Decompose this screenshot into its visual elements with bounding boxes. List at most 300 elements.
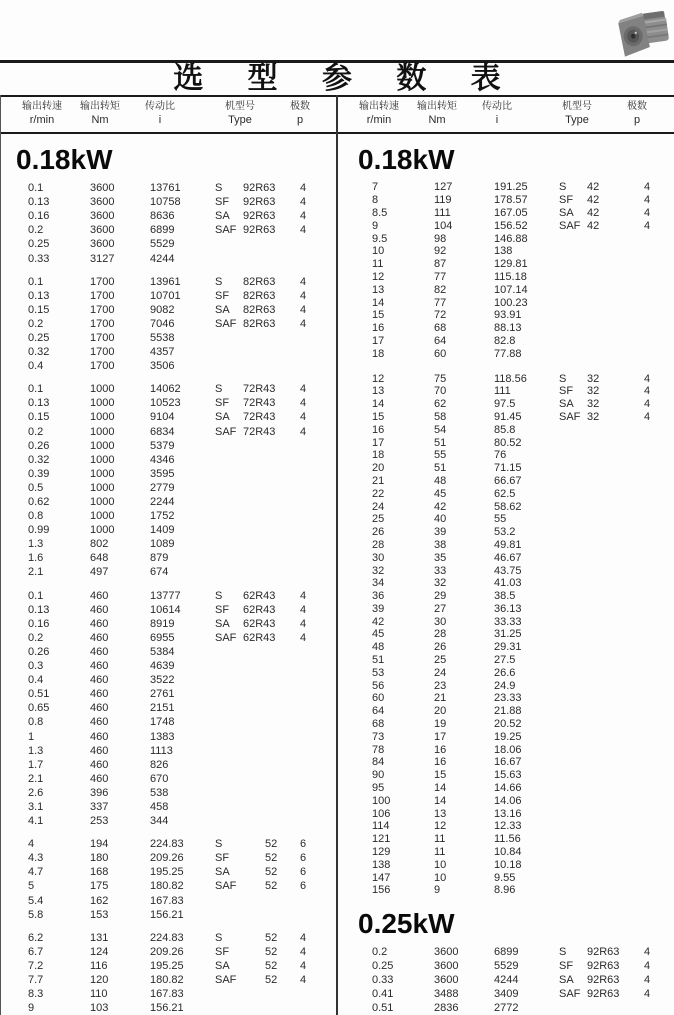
torque-cell: 10 bbox=[434, 858, 447, 871]
torque-cell: 38 bbox=[434, 538, 447, 551]
torque-cell: 460 bbox=[90, 730, 109, 743]
torque-cell: 3600 bbox=[90, 196, 115, 209]
table-row bbox=[0, 931, 337, 945]
speed-cell: 0.2 bbox=[28, 317, 44, 330]
poles-cell: 4 bbox=[644, 194, 651, 207]
type-model-cell: 82R63 bbox=[243, 317, 276, 330]
poles-cell: 4 bbox=[300, 945, 307, 958]
torque-cell: 1700 bbox=[90, 360, 115, 373]
table-row bbox=[0, 223, 337, 237]
table-row bbox=[0, 523, 337, 537]
speed-cell: 1.6 bbox=[28, 552, 44, 565]
type-model-cell: 82R63 bbox=[243, 275, 276, 288]
ratio-cell: 80.52 bbox=[494, 436, 522, 449]
torque-cell: 1000 bbox=[90, 467, 115, 480]
speed-cell: 13 bbox=[372, 283, 385, 296]
ratio-cell: 195.25 bbox=[150, 959, 184, 972]
ratio-cell: 8636 bbox=[150, 210, 175, 223]
table-row bbox=[337, 551, 674, 564]
header-type bbox=[225, 96, 255, 127]
ratio-cell: 4244 bbox=[150, 252, 175, 265]
table-row bbox=[0, 237, 337, 251]
torque-cell: 175 bbox=[90, 880, 109, 893]
table-row bbox=[337, 871, 674, 884]
torque-cell: 16 bbox=[434, 743, 447, 756]
poles-cell: 4 bbox=[300, 974, 307, 987]
type-model-cell: 92R63 bbox=[587, 945, 620, 958]
poles-cell: 4 bbox=[300, 411, 307, 424]
speed-cell: 42 bbox=[372, 615, 385, 628]
poles-cell: 4 bbox=[644, 410, 651, 423]
speed-cell: 28 bbox=[372, 538, 385, 551]
speed-cell: 48 bbox=[372, 641, 385, 654]
ratio-cell: 180.82 bbox=[150, 880, 184, 893]
header-output-speed bbox=[22, 96, 62, 127]
type-prefix-cell: SAF bbox=[559, 410, 581, 423]
torque-cell: 1000 bbox=[90, 411, 115, 424]
ratio-cell: 53.2 bbox=[494, 526, 516, 539]
ratio-cell: 13961 bbox=[150, 275, 181, 288]
ratio-cell: 5529 bbox=[150, 238, 175, 251]
type-prefix-cell: SAF bbox=[559, 988, 581, 1001]
table-row bbox=[0, 382, 337, 396]
table-row bbox=[0, 865, 337, 879]
speed-cell: 20 bbox=[372, 462, 385, 475]
table-row bbox=[337, 743, 674, 756]
ratio-cell: 26.6 bbox=[494, 666, 516, 679]
header-output-speed bbox=[359, 96, 399, 127]
type-model-cell: 52 bbox=[265, 838, 278, 851]
speed-cell: 7.7 bbox=[28, 974, 44, 987]
type-model-cell: 52 bbox=[265, 959, 278, 972]
ratio-cell: 77.88 bbox=[494, 347, 522, 360]
type-prefix-cell: SF bbox=[215, 289, 230, 302]
torque-cell: 72 bbox=[434, 309, 447, 322]
table-row bbox=[0, 425, 337, 439]
ratio-cell: 5538 bbox=[150, 331, 175, 344]
table-row bbox=[337, 718, 674, 731]
ratio-cell: 879 bbox=[150, 552, 169, 565]
ratio-cell: 88.13 bbox=[494, 322, 522, 335]
speed-cell: 100 bbox=[372, 794, 391, 807]
power-heading: 0.18kW bbox=[358, 144, 455, 175]
data-block bbox=[0, 275, 337, 374]
speed-cell: 0.4 bbox=[28, 674, 44, 687]
speed-cell: 4.3 bbox=[28, 852, 44, 865]
poles-cell: 4 bbox=[300, 210, 307, 223]
speed-cell: 8.3 bbox=[28, 988, 44, 1001]
table-row bbox=[337, 679, 674, 692]
speed-cell: 60 bbox=[372, 692, 385, 705]
ratio-cell: 4639 bbox=[150, 660, 175, 673]
table-row bbox=[0, 945, 337, 959]
header-unit: Nm bbox=[91, 114, 109, 126]
torque-cell: 1700 bbox=[90, 289, 115, 302]
ratio-cell: 674 bbox=[150, 566, 169, 579]
torque-cell: 9 bbox=[434, 884, 441, 897]
speed-cell: 0.13 bbox=[28, 603, 50, 616]
table-row bbox=[0, 715, 337, 729]
speed-cell: 0.2 bbox=[28, 425, 44, 438]
type-model-cell: 62R43 bbox=[243, 617, 276, 630]
table-row bbox=[337, 232, 674, 245]
speed-cell: 12 bbox=[372, 270, 385, 283]
torque-cell: 1000 bbox=[90, 453, 115, 466]
torque-cell: 460 bbox=[90, 702, 109, 715]
table-row bbox=[337, 820, 674, 833]
power-heading: 0.18kW bbox=[16, 144, 113, 175]
table-row bbox=[337, 347, 674, 360]
torque-cell: 20 bbox=[434, 705, 447, 718]
type-model-cell: 72R43 bbox=[243, 397, 276, 410]
type-model-cell: 62R43 bbox=[243, 589, 276, 602]
ratio-cell: 9104 bbox=[150, 411, 175, 424]
torque-cell: 17 bbox=[434, 730, 447, 743]
type-prefix-cell: S bbox=[215, 589, 223, 602]
table-row bbox=[337, 194, 674, 207]
type-model-cell: 62R43 bbox=[243, 603, 276, 616]
table-row bbox=[0, 345, 337, 359]
torque-cell: 21 bbox=[434, 692, 447, 705]
type-prefix-cell: SF bbox=[215, 852, 230, 865]
torque-cell: 802 bbox=[90, 538, 109, 551]
torque-cell: 460 bbox=[90, 674, 109, 687]
table-row bbox=[337, 833, 674, 846]
table-row bbox=[337, 296, 674, 309]
speed-cell: 1.3 bbox=[28, 538, 44, 551]
ratio-cell: 6899 bbox=[494, 945, 519, 958]
speed-cell: 18 bbox=[372, 347, 385, 360]
table-row bbox=[0, 758, 337, 772]
ratio-cell: 538 bbox=[150, 786, 169, 799]
header-unit: Type bbox=[228, 114, 252, 126]
table-row bbox=[337, 782, 674, 795]
speed-cell: 0.2 bbox=[28, 224, 44, 237]
torque-cell: 648 bbox=[90, 552, 109, 565]
ratio-cell: 13.16 bbox=[494, 807, 522, 820]
torque-cell: 3127 bbox=[90, 252, 115, 265]
torque-cell: 1000 bbox=[90, 425, 115, 438]
poles-cell: 4 bbox=[300, 317, 307, 330]
ratio-cell: 3522 bbox=[150, 674, 175, 687]
type-model-cell: 32 bbox=[587, 385, 600, 398]
torque-cell: 460 bbox=[90, 603, 109, 616]
table-column-right bbox=[337, 135, 674, 1015]
ratio-cell: 7046 bbox=[150, 317, 175, 330]
table-row bbox=[337, 884, 674, 897]
torque-cell: 1700 bbox=[90, 346, 115, 359]
speed-cell: 25 bbox=[372, 513, 385, 526]
type-model-cell: 42 bbox=[587, 181, 600, 194]
type-prefix-cell: SA bbox=[215, 411, 230, 424]
table-row bbox=[0, 814, 337, 828]
table-row bbox=[337, 258, 674, 271]
torque-cell: 55 bbox=[434, 449, 447, 462]
header-output-torque bbox=[80, 96, 120, 127]
ratio-cell: 118.56 bbox=[494, 372, 527, 385]
ratio-cell: 2151 bbox=[150, 702, 175, 715]
torque-cell: 3600 bbox=[434, 959, 459, 972]
type-prefix-cell: SAF bbox=[559, 219, 581, 232]
ratio-cell: 97.5 bbox=[494, 398, 516, 411]
speed-cell: 1 bbox=[28, 730, 35, 743]
ratio-cell: 62.5 bbox=[494, 487, 516, 500]
table-row bbox=[0, 317, 337, 331]
torque-cell: 3600 bbox=[90, 224, 115, 237]
ratio-cell: 1409 bbox=[150, 524, 175, 537]
speed-cell: 73 bbox=[372, 730, 385, 743]
torque-cell: 460 bbox=[90, 589, 109, 602]
header-unit: r/min bbox=[29, 114, 55, 126]
table-row bbox=[0, 209, 337, 223]
ratio-cell: 2761 bbox=[150, 688, 175, 701]
speed-cell: 0.2 bbox=[372, 945, 388, 958]
ratio-cell: 1748 bbox=[150, 716, 175, 729]
torque-cell: 3600 bbox=[434, 945, 459, 958]
data-block bbox=[337, 945, 674, 1015]
torque-cell: 82 bbox=[434, 283, 447, 296]
table-row bbox=[337, 564, 674, 577]
speed-cell: 36 bbox=[372, 590, 385, 603]
torque-cell: 460 bbox=[90, 631, 109, 644]
type-prefix-cell: SF bbox=[559, 959, 574, 972]
poles-cell: 4 bbox=[644, 398, 651, 411]
table-row bbox=[337, 245, 674, 258]
speed-cell: 106 bbox=[372, 807, 391, 820]
speed-cell: 0.13 bbox=[28, 397, 50, 410]
table-row bbox=[337, 526, 674, 539]
header-label: 输出转速 bbox=[359, 101, 399, 112]
table-row bbox=[337, 436, 674, 449]
ratio-cell: 21.88 bbox=[494, 705, 522, 718]
data-block bbox=[0, 181, 337, 266]
table-row bbox=[337, 475, 674, 488]
torque-cell: 337 bbox=[90, 800, 109, 813]
ratio-cell: 14.66 bbox=[494, 782, 522, 795]
poles-cell: 4 bbox=[300, 617, 307, 630]
ratio-cell: 107.14 bbox=[494, 283, 528, 296]
speed-cell: 7 bbox=[372, 181, 379, 194]
type-prefix-cell: SA bbox=[215, 303, 230, 316]
ratio-cell: 58.62 bbox=[494, 500, 522, 513]
header-poles bbox=[627, 96, 647, 127]
table-row bbox=[0, 509, 337, 523]
type-prefix-cell: S bbox=[559, 945, 567, 958]
table-row bbox=[337, 666, 674, 679]
torque-cell: 2836 bbox=[434, 1002, 459, 1015]
poles-cell: 6 bbox=[300, 852, 307, 865]
speed-cell: 5 bbox=[28, 880, 35, 893]
table-row bbox=[337, 615, 674, 628]
torque-cell: 104 bbox=[434, 219, 453, 232]
speed-cell: 68 bbox=[372, 718, 385, 731]
ratio-cell: 209.26 bbox=[150, 945, 184, 958]
ratio-cell: 76 bbox=[494, 449, 507, 462]
poles-cell: 4 bbox=[300, 383, 307, 396]
header-unit: p bbox=[633, 114, 641, 126]
data-block bbox=[0, 589, 337, 829]
speed-cell: 17 bbox=[372, 436, 385, 449]
ratio-cell: 10701 bbox=[150, 289, 181, 302]
type-prefix-cell: SF bbox=[215, 397, 230, 410]
data-block bbox=[337, 181, 674, 360]
table-row bbox=[337, 590, 674, 603]
torque-cell: 1000 bbox=[90, 439, 115, 452]
torque-cell: 1000 bbox=[90, 496, 115, 509]
table-row bbox=[337, 769, 674, 782]
type-model-cell: 92R63 bbox=[243, 196, 276, 209]
ratio-cell: 4346 bbox=[150, 453, 175, 466]
table-row bbox=[0, 481, 337, 495]
ratio-cell: 12.33 bbox=[494, 820, 522, 833]
ratio-cell: 6834 bbox=[150, 425, 175, 438]
ratio-cell: 14062 bbox=[150, 383, 181, 396]
table-row bbox=[337, 181, 674, 194]
table-row bbox=[337, 500, 674, 513]
speed-cell: 22 bbox=[372, 487, 385, 500]
poles-cell: 4 bbox=[300, 397, 307, 410]
ratio-cell: 49.81 bbox=[494, 538, 522, 551]
torque-cell: 153 bbox=[90, 908, 109, 921]
speed-cell: 90 bbox=[372, 769, 385, 782]
ratio-cell: 27.5 bbox=[494, 654, 516, 667]
table-row bbox=[337, 705, 674, 718]
power-heading: 0.25kW bbox=[358, 907, 455, 939]
ratio-cell: 115.18 bbox=[494, 270, 527, 283]
ratio-cell: 46.67 bbox=[494, 551, 522, 564]
ratio-cell: 2772 bbox=[494, 1002, 519, 1015]
table-row bbox=[0, 289, 337, 303]
speed-cell: 114 bbox=[372, 820, 390, 833]
torque-cell: 77 bbox=[434, 270, 447, 283]
speed-cell: 4 bbox=[28, 838, 35, 851]
torque-cell: 60 bbox=[434, 347, 447, 360]
speed-cell: 16 bbox=[372, 322, 385, 335]
type-model-cell: 52 bbox=[265, 931, 278, 944]
poles-cell: 4 bbox=[300, 275, 307, 288]
speed-cell: 95 bbox=[372, 782, 385, 795]
speed-cell: 0.8 bbox=[28, 716, 44, 729]
torque-cell: 1000 bbox=[90, 524, 115, 537]
ratio-cell: 33.33 bbox=[494, 615, 522, 628]
ratio-cell: 1113 bbox=[150, 744, 173, 757]
type-prefix-cell: SAF bbox=[215, 224, 237, 237]
header-unit: p bbox=[296, 114, 304, 126]
table-row bbox=[0, 687, 337, 701]
speed-cell: 78 bbox=[372, 743, 385, 756]
header-unit: i bbox=[495, 114, 499, 126]
speed-cell: 0.15 bbox=[28, 411, 50, 424]
type-model-cell: 72R43 bbox=[243, 425, 276, 438]
torque-cell: 3600 bbox=[90, 210, 115, 223]
speed-cell: 0.15 bbox=[28, 303, 50, 316]
table-row bbox=[337, 987, 674, 1001]
speed-cell: 4.1 bbox=[28, 815, 44, 828]
type-model-cell: 32 bbox=[587, 398, 600, 411]
speed-cell: 18 bbox=[372, 449, 385, 462]
type-model-cell: 92R63 bbox=[587, 988, 620, 1001]
table-row bbox=[337, 1001, 674, 1015]
ratio-cell: 10.84 bbox=[494, 846, 522, 859]
speed-cell: 13 bbox=[372, 385, 385, 398]
table-row bbox=[0, 275, 337, 289]
ratio-cell: 6899 bbox=[150, 224, 175, 237]
ratio-cell: 156.21 bbox=[150, 1002, 184, 1015]
ratio-cell: 9.55 bbox=[494, 871, 516, 884]
table-row bbox=[337, 846, 674, 859]
header-type bbox=[562, 96, 592, 127]
speed-cell: 0.51 bbox=[372, 1002, 394, 1015]
speed-cell: 21 bbox=[372, 474, 385, 487]
torque-cell: 110 bbox=[90, 988, 108, 1001]
speed-cell: 10 bbox=[372, 245, 385, 258]
poles-cell: 4 bbox=[644, 181, 651, 194]
ratio-cell: 1383 bbox=[150, 730, 175, 743]
ratio-cell: 36.13 bbox=[494, 602, 522, 615]
speed-cell: 0.5 bbox=[28, 481, 44, 494]
table-row bbox=[337, 603, 674, 616]
speed-cell: 129 bbox=[372, 846, 391, 859]
torque-cell: 77 bbox=[434, 296, 447, 309]
ratio-cell: 55 bbox=[494, 513, 507, 526]
table-row bbox=[0, 837, 337, 851]
table-row bbox=[337, 207, 674, 220]
ratio-cell: 10758 bbox=[150, 196, 181, 209]
torque-cell: 10 bbox=[434, 871, 447, 884]
speed-cell: 0.26 bbox=[28, 439, 50, 452]
data-block bbox=[0, 931, 337, 1015]
speed-cell: 24 bbox=[372, 500, 385, 513]
ratio-cell: 5529 bbox=[494, 959, 519, 972]
torque-cell: 162 bbox=[90, 894, 109, 907]
type-prefix-cell: SA bbox=[215, 617, 230, 630]
ratio-cell: 138 bbox=[494, 245, 513, 258]
torque-cell: 14 bbox=[434, 782, 447, 795]
poles-cell: 4 bbox=[300, 289, 307, 302]
ratio-cell: 16.67 bbox=[494, 756, 522, 769]
speed-cell: 0.51 bbox=[28, 688, 50, 701]
table-row bbox=[0, 786, 337, 800]
ratio-cell: 13761 bbox=[150, 182, 181, 195]
torque-cell: 45 bbox=[434, 487, 447, 500]
ratio-cell: 82.8 bbox=[494, 334, 516, 347]
poles-cell: 6 bbox=[300, 838, 307, 851]
table-row bbox=[337, 372, 674, 385]
torque-cell: 14 bbox=[434, 794, 447, 807]
torque-cell: 460 bbox=[90, 688, 109, 701]
torque-cell: 28 bbox=[434, 628, 447, 641]
speed-cell: 0.65 bbox=[28, 702, 50, 715]
type-prefix-cell: S bbox=[215, 931, 223, 944]
ratio-cell: 19.25 bbox=[494, 730, 522, 743]
ratio-cell: 146.88 bbox=[494, 232, 528, 245]
torque-cell: 168 bbox=[90, 866, 109, 879]
type-prefix-cell: SA bbox=[559, 398, 574, 411]
torque-cell: 3600 bbox=[90, 182, 115, 195]
table-row bbox=[0, 987, 337, 1001]
speed-cell: 5.8 bbox=[28, 908, 44, 921]
type-prefix-cell: SA bbox=[215, 210, 230, 223]
table-row bbox=[337, 730, 674, 743]
poles-cell: 4 bbox=[300, 959, 307, 972]
type-prefix-cell: SF bbox=[215, 945, 230, 958]
speed-cell: 0.33 bbox=[28, 252, 50, 265]
type-model-cell: 92R63 bbox=[243, 210, 276, 223]
ratio-cell: 167.05 bbox=[494, 206, 528, 219]
table-row bbox=[0, 551, 337, 565]
poles-cell: 4 bbox=[300, 603, 307, 616]
ratio-cell: 458 bbox=[150, 800, 169, 813]
